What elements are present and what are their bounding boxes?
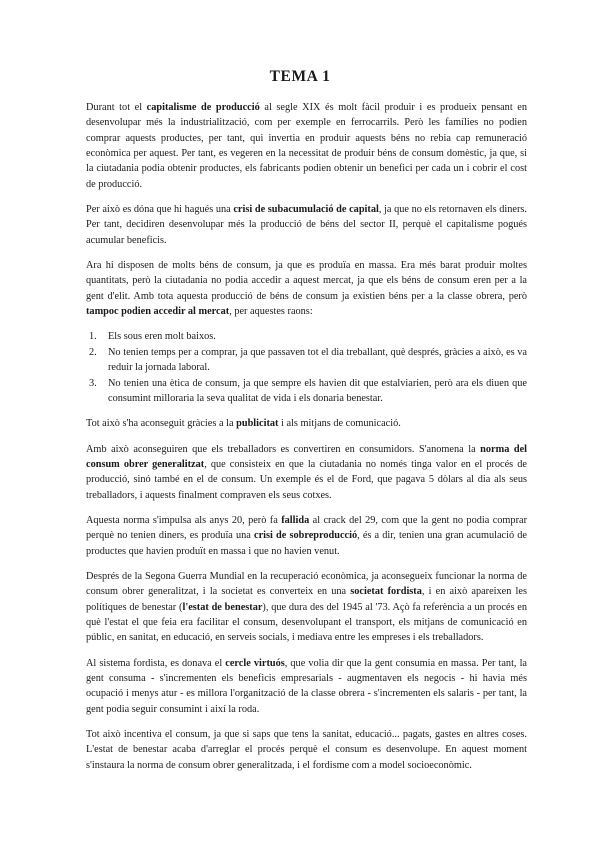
paragraph [86, 202, 527, 248]
reasons-list [86, 329, 527, 406]
text-run: , ja que no els retornaven els diners. Per tant, decidiren desenvolupar més la producció de béns del sector II, perquè el capitalisme pogués acumular beneficis. [86, 204, 528, 246]
bold-term: norma del consum obrer generalitzat [86, 443, 528, 470]
text-run: , que consisteix en que la ciutadania no només tinga valor en el procés de producció, sinó també en el de consum. Un exemple és el de Ford, que pagava 5 dòlars al dia als seus treballadors, i aquests finalment compraven els seus cotxes. [86, 458, 527, 501]
paragraph [86, 513, 527, 559]
list-item [86, 376, 527, 407]
bold-term: cercle virtuós [225, 657, 285, 669]
bold-term: crisi de sobreproducció [254, 530, 358, 542]
paragraphs-intro [86, 100, 527, 319]
bold-term: tampoc podien accedir al mercat [86, 306, 230, 318]
text-run: , i en això apareixen les polítiques de benestar ( [86, 586, 527, 613]
text-run: Després de la Segona Guerra Mundial en la recuperació econòmica, ja aconsegueix funcionar la norma de consum obrer generalitzat, i la societat es converteix en una [86, 570, 527, 598]
list-item-number: 2. [89, 346, 97, 358]
paragraphs-main [86, 416, 527, 773]
list-item-text: Els sous eren molt baixos. [108, 331, 216, 343]
document-body [86, 100, 527, 783]
list-item-number: 3. [89, 377, 97, 389]
text-run: Durant tot el [86, 102, 147, 113]
bold-term: crisi de subacumulació de capital [233, 204, 379, 216]
bold-term: capitalisme de producció [146, 102, 260, 113]
list-item-number: 1. [89, 331, 97, 343]
list-item-text: No tenien temps per a comprar, ja que passaven tot el dia treballant, què després, gràcies a això, es va reduir la jornada laboral. [108, 346, 527, 374]
text-run: al segle XIX és molt fàcil produir i es produeix pensant en desenvolupar més la industrialització, com per exemple en ferrocarrils. Però les famílies no podien comprar aquests productes, per tant, qui invertia en produir aquests béns no rebia cap remuneració econòmica per aquest. Per tant, es vegeren en la necessitat de produir béns de consum domèstic, ja que, si la ciutadania podia obtenir productes, els fabricants podien obtenir un benefici per cada un i cobrir el cost de producció. [86, 102, 527, 190]
text-run: Tot això incentiva el consum, ja que si saps que tens la sanitat, educació... pagats, gastes en altres coses. L'estat de benestar acaba d'arreglar el procés perquè el consum es desenvolupe. En aquest moment s'instaura la norma de consum obrer generalitzada, i el fordisme com a model socioeconòmic. [86, 729, 527, 771]
list-item [86, 345, 527, 376]
text-run: , per aquestes raons: [229, 306, 313, 318]
text-run: Ara hi disposen de molts béns de consum, ja que es produïa en massa. Era més barat produir moltes quantitats, però la ciutadania no podia accedir a aquest mercat, ja que els béns de consum eren per a la gent d'elit. Amb tota aquesta producció de béns de consum ja existien béns per a la classe obrera, però [86, 260, 527, 302]
list-item-text: No tenien una ètica de consum, ja que sempre els havien dit que estalviarien, però ara els diuen que consumint milloraria la seva qualitat de vida i els donaria benestar. [108, 377, 527, 404]
text-run: i als mitjans de comunicació. [278, 418, 401, 430]
paragraph [86, 442, 527, 503]
text-run: , és a dir, tenien una gran acumulació de productes que havien produït en massa i que no havien venut. [86, 530, 527, 557]
text-run: Amb això aconseguiren que els treballadors es convertiren en consumidors. S'anomena la [86, 443, 481, 455]
paragraph [86, 656, 527, 717]
text-run: Per això es dóna que hi hagués una [86, 204, 234, 216]
paragraph [86, 569, 527, 646]
text-run: ), que dura des del 1945 al '73. Açò fa referència a un procés en què l'estat el que feia era facilitar el consum, desenvolupant el transport, els mitjans de comunicació en públic, en sanitat, en educació, en serveis socials, i mediava entre les empreses i els treballadors. [86, 601, 527, 644]
bold-term: l'estat de benestar [182, 601, 263, 613]
bold-term: societat fordista [350, 586, 422, 598]
text-run: , que volia dir que la gent consumia en massa. Per tant, la gent consuma - s'incrementen els beneficis empresarials - augmentaven els negocis - hi havia més ocupació i menys atur - es millora l'organització de la classe obrera - s'incrementen els salaris - per tant, la gent podia seguir consumint i així la roda. [86, 657, 527, 715]
paragraph [86, 727, 527, 773]
text-run: Tot això s'ha aconseguit gràcies a la [86, 418, 237, 430]
page-title: TEMA 1 [269, 68, 331, 85]
text-run: Al sistema fordista, es donava el [86, 657, 226, 669]
bold-term: publicitat [236, 418, 279, 430]
text-run: al crack del 29, com que la gent no podia comprar perquè no tenien diners, es produïa una [86, 514, 528, 542]
bold-term: fallida [281, 514, 310, 526]
text-run: Aquesta norma s'impulsa als anys 20, però fa [86, 514, 282, 526]
list-item [86, 329, 527, 344]
paragraph [86, 416, 527, 431]
paragraph [86, 100, 527, 192]
paragraph [86, 258, 527, 319]
